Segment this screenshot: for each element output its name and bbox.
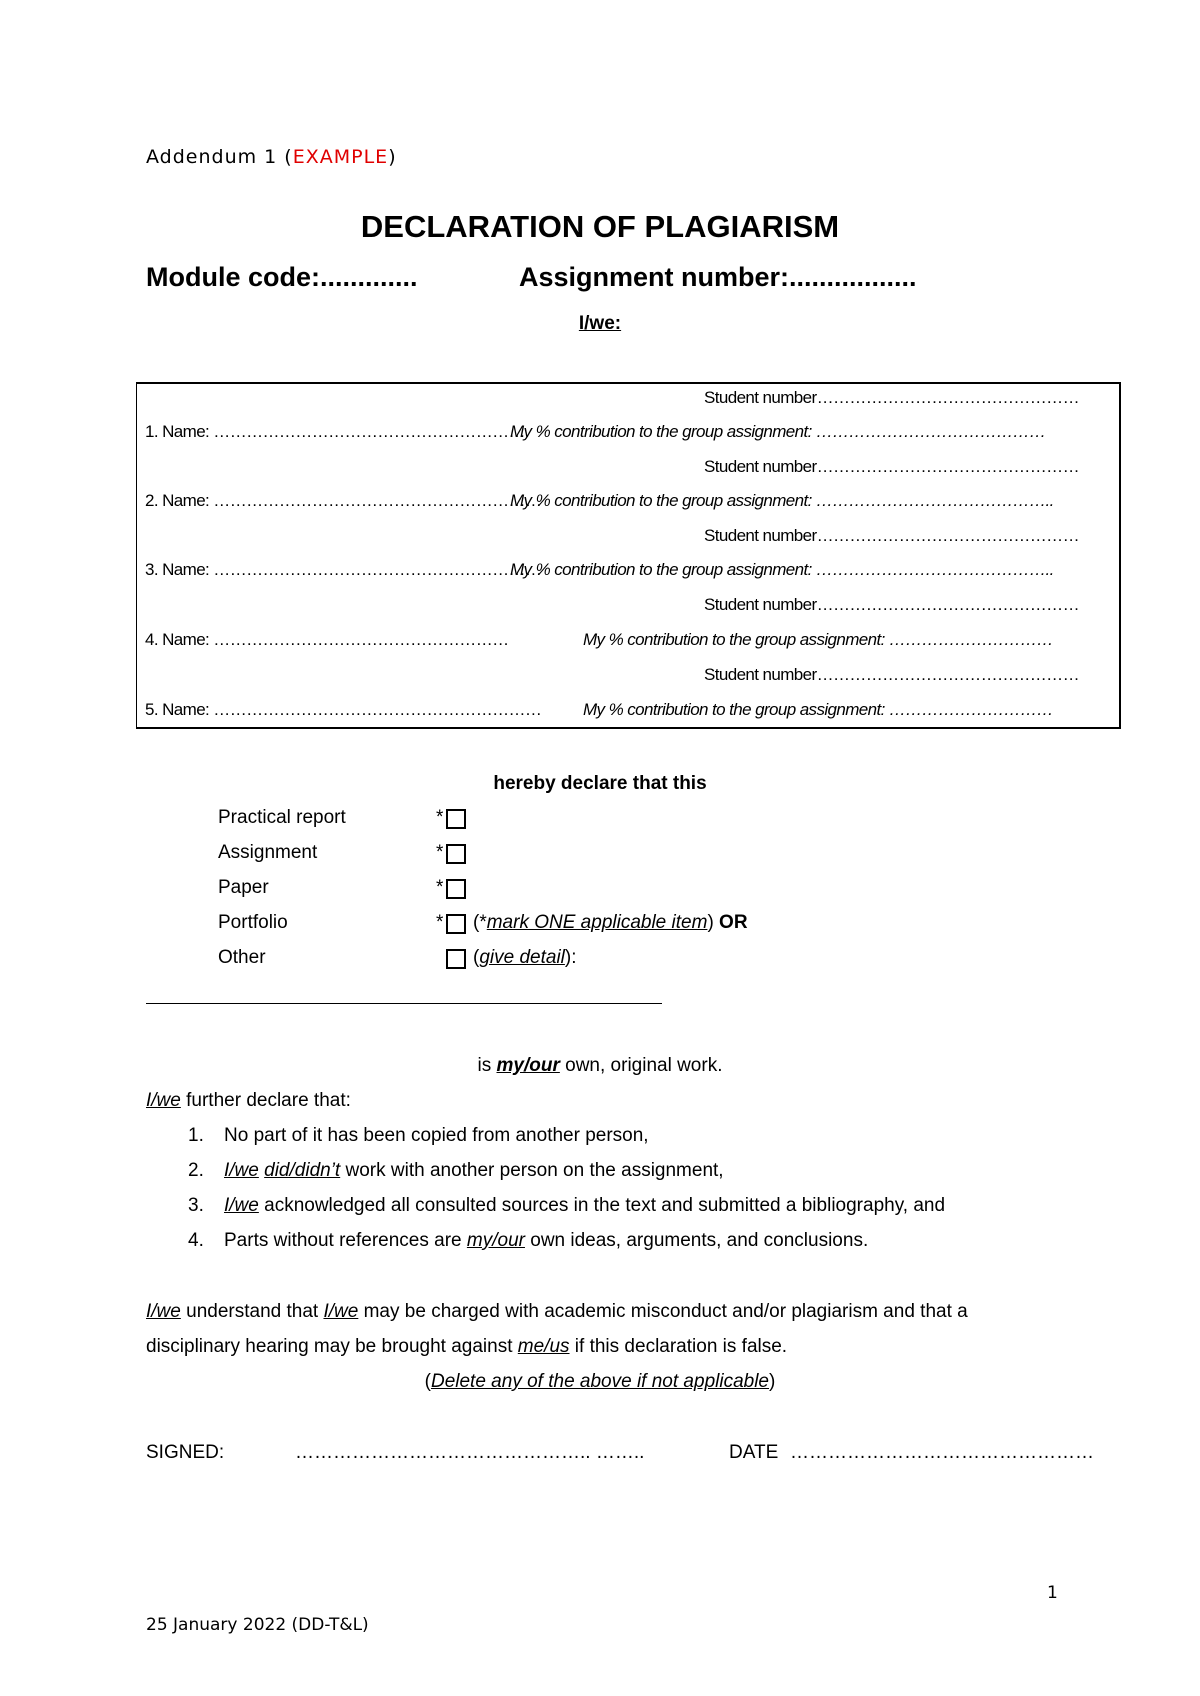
required-star: * bbox=[436, 912, 444, 933]
name-field-3[interactable]: 3. Name: …………………………………………………… bbox=[145, 560, 542, 579]
assignment-checkbox[interactable] bbox=[446, 844, 466, 864]
understand-line-2: disciplinary hearing may be brought against me/us if this declaration is false. bbox=[146, 1336, 788, 1357]
module-code-field[interactable]: Module code:............. bbox=[146, 262, 418, 292]
portfolio-note: (*mark ONE applicable item) OR bbox=[473, 912, 748, 933]
required-star: * bbox=[436, 877, 444, 898]
list-item-2: I/we did/didn’t work with another person on the assignment, bbox=[224, 1160, 724, 1181]
item-label-paper: Paper bbox=[218, 877, 269, 898]
other-detail-line[interactable] bbox=[146, 1003, 662, 1004]
other-note: (give detail): bbox=[473, 947, 577, 968]
list-number: 1. bbox=[188, 1125, 204, 1146]
student-number-field-3[interactable]: Student number………………………………………… bbox=[704, 526, 1079, 545]
delete-note: (Delete any of the above if not applicable) bbox=[424, 1371, 776, 1392]
date-field[interactable]: ………………………………………… bbox=[790, 1442, 1094, 1463]
required-star: * bbox=[436, 842, 444, 863]
other-checkbox[interactable] bbox=[446, 949, 466, 969]
contribution-field-3[interactable]: My % contribution to the group assignment: …………………………………….. bbox=[510, 560, 1054, 579]
contribution-field-5[interactable]: My % contribution to the group assignment: ………………………… bbox=[583, 700, 1053, 719]
name-field-2[interactable]: 2. Name: …………………………………………………… bbox=[145, 491, 542, 510]
assignment-number-field[interactable]: Assignment number:................. bbox=[519, 262, 917, 292]
item-label-assignment: Assignment bbox=[218, 842, 318, 863]
item-label-portfolio: Portfolio bbox=[218, 912, 288, 933]
student-number-field-1[interactable]: Student number………………………………………… bbox=[704, 388, 1079, 407]
further-declare-line: I/we further declare that: bbox=[146, 1090, 351, 1111]
date-label: DATE bbox=[729, 1442, 779, 1463]
signature-field[interactable]: ……………………………………….. …….. bbox=[295, 1442, 645, 1463]
signed-label: SIGNED: bbox=[146, 1442, 225, 1463]
contribution-field-4[interactable]: My % contribution to the group assignment: ………………………… bbox=[583, 630, 1053, 649]
footer-date: 25 January 2022 (DD-T&L) bbox=[146, 1615, 369, 1635]
portfolio-checkbox[interactable] bbox=[446, 914, 466, 934]
addendum-label: Addendum 1 (EXAMPLE) bbox=[146, 146, 397, 168]
student-number-field-2[interactable]: Student number………………………………………… bbox=[704, 457, 1079, 476]
list-item-1: No part of it has been copied from another person, bbox=[224, 1125, 649, 1146]
iwe-label: I/we: bbox=[578, 313, 622, 334]
example-tag: EXAMPLE bbox=[292, 146, 389, 168]
required-star: * bbox=[436, 807, 444, 828]
list-item-3: I/we acknowledged all consulted sources in the text and submitted a bibliography, and bbox=[224, 1195, 946, 1216]
declare-heading: hereby declare that this bbox=[493, 773, 707, 794]
understand-line-1: I/we understand that I/we may be charged with academic misconduct and/or plagiarism and that a bbox=[146, 1301, 968, 1322]
practical-report-checkbox[interactable] bbox=[446, 809, 466, 829]
list-number: 3. bbox=[188, 1195, 204, 1216]
own-work-line: is my/our own, original work. bbox=[477, 1055, 723, 1076]
page-number: 1 bbox=[1047, 1583, 1058, 1603]
item-label-other: Other bbox=[218, 947, 266, 968]
list-number: 2. bbox=[188, 1160, 204, 1181]
name-field-1[interactable]: 1. Name: …………………………………………………. bbox=[145, 422, 530, 441]
student-number-field-5[interactable]: Student number………………………………………… bbox=[704, 665, 1079, 684]
contribution-field-1[interactable]: My % contribution to the group assignment: …………………………………… bbox=[510, 422, 1046, 441]
name-field-4[interactable]: 4. Name: ……………………………………………… bbox=[145, 630, 509, 649]
name-field-5[interactable]: 5. Name: …………………………………………………… bbox=[145, 700, 542, 719]
paper-checkbox[interactable] bbox=[446, 879, 466, 899]
students-table bbox=[136, 382, 1121, 729]
list-number: 4. bbox=[188, 1230, 204, 1251]
item-label-practical-report: Practical report bbox=[218, 807, 346, 828]
page-title: DECLARATION OF PLAGIARISM bbox=[360, 209, 840, 244]
contribution-field-2[interactable]: My % contribution to the group assignment: …………………………………….. bbox=[510, 491, 1054, 510]
student-number-field-4[interactable]: Student number………………………………………… bbox=[704, 595, 1079, 614]
list-item-4: Parts without references are my/our own ideas, arguments, and conclusions. bbox=[224, 1230, 869, 1251]
